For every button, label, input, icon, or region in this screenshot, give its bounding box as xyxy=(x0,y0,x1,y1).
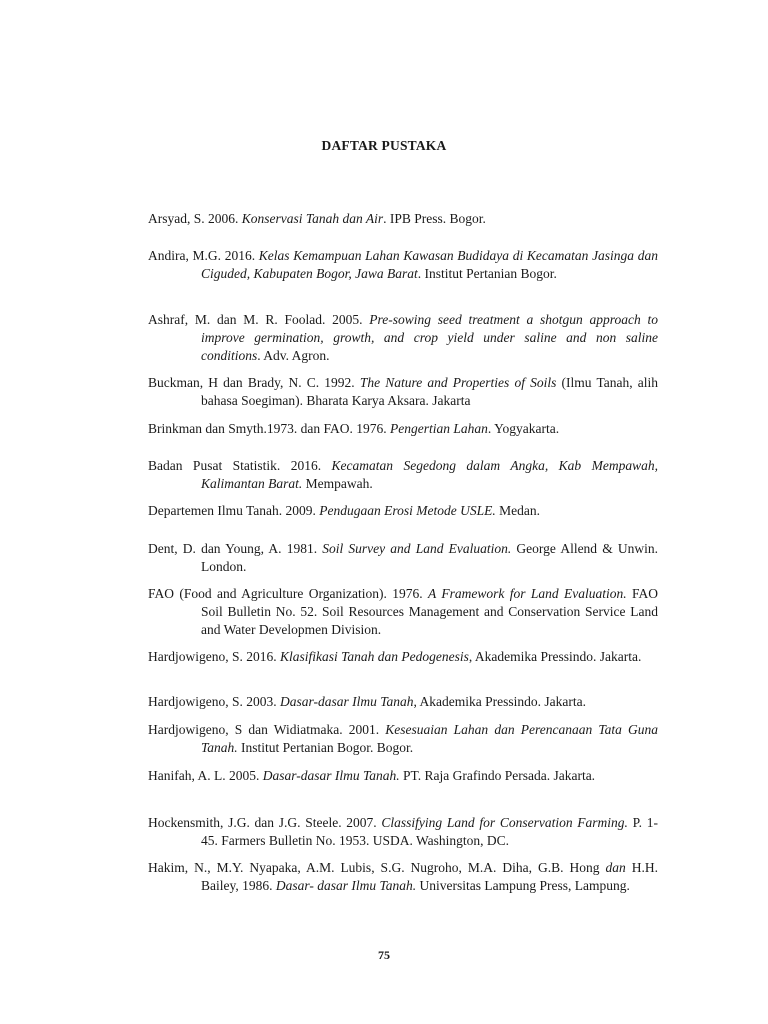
reference-entry: Hakim, N., M.Y. Nyapaka, A.M. Lubis, S.G. Nugroho, M.A. Diha, G.B. Hong dan H.H. Bailey, 1986. Dasar- dasar Ilmu Tanah. Universitas Lampung Press, Lampung. xyxy=(148,860,658,893)
reference-entry: Hardjowigeno, S. 2016. Klasifikasi Tanah dan Pedogenesis, Akademika Pressindo. Jakarta. xyxy=(148,649,642,664)
reference-entry: Badan Pusat Statistik. 2016. Kecamatan Segedong dalam Angka, Kab Mempawah, Kalimantan Barat. Mempawah. xyxy=(148,458,658,491)
reference-entry: Andira, M.G. 2016. Kelas Kemampuan Lahan Kawasan Budidaya di Kecamatan Jasinga dan Ciguded, Kabupaten Bogor, Jawa Barat. Institut Pertanian Bogor. xyxy=(148,248,658,281)
reference-entry: Buckman, H dan Brady, N. C. 1992. The Nature and Properties of Soils (Ilmu Tanah, alih bahasa Soegiman). Bharata Karya Aksara. Jakarta xyxy=(148,375,659,408)
reference-entry: Hockensmith, J.G. dan J.G. Steele. 2007. Classifying Land for Conservation Farming. P. 1-45. Farmers Bulletin No. 1953. USDA. Washington, DC. xyxy=(148,815,658,848)
reference-entry: Ashraf, M. dan M. R. Foolad. 2005. Pre-sowing seed treatment a shotgun approach to improve germination, growth, and crop yield under saline and non saline conditions. Adv. Agron. xyxy=(148,312,658,363)
reference-entry: Departemen Ilmu Tanah. 2009. Pendugaan Erosi Metode USLE. Medan. xyxy=(148,503,540,518)
reference-entry: FAO (Food and Agriculture Organization). 1976. A Framework for Land Evaluation. FAO Soil Bulletin No. 52. Soil Resources Management and Conservation Service Land and Water Developmen Division. xyxy=(148,586,658,637)
reference-entry: Hardjowigeno, S. 2003. Dasar-dasar Ilmu Tanah, Akademika Pressindo. Jakarta. xyxy=(148,694,586,709)
reference-entry: Dent, D. dan Young, A. 1981. Soil Survey and Land Evaluation. George Allend & Unwin. London. xyxy=(148,541,659,574)
page-title: DAFTAR PUSTAKA xyxy=(321,138,447,153)
reference-entry: Hardjowigeno, S dan Widiatmaka. 2001. Kesesuaian Lahan dan Perencanaan Tata Guna Tanah. Institut Pertanian Bogor. Bogor. xyxy=(148,722,659,755)
reference-entry: Arsyad, S. 2006. Konservasi Tanah dan Air. IPB Press. Bogor. xyxy=(148,211,486,226)
reference-entry: Hanifah, A. L. 2005. Dasar-dasar Ilmu Tanah. PT. Raja Grafindo Persada. Jakarta. xyxy=(148,768,596,783)
page-number: 75 xyxy=(378,948,390,962)
reference-entry: Brinkman dan Smyth.1973. dan FAO. 1976. Pengertian Lahan. Yogyakarta. xyxy=(148,421,560,436)
